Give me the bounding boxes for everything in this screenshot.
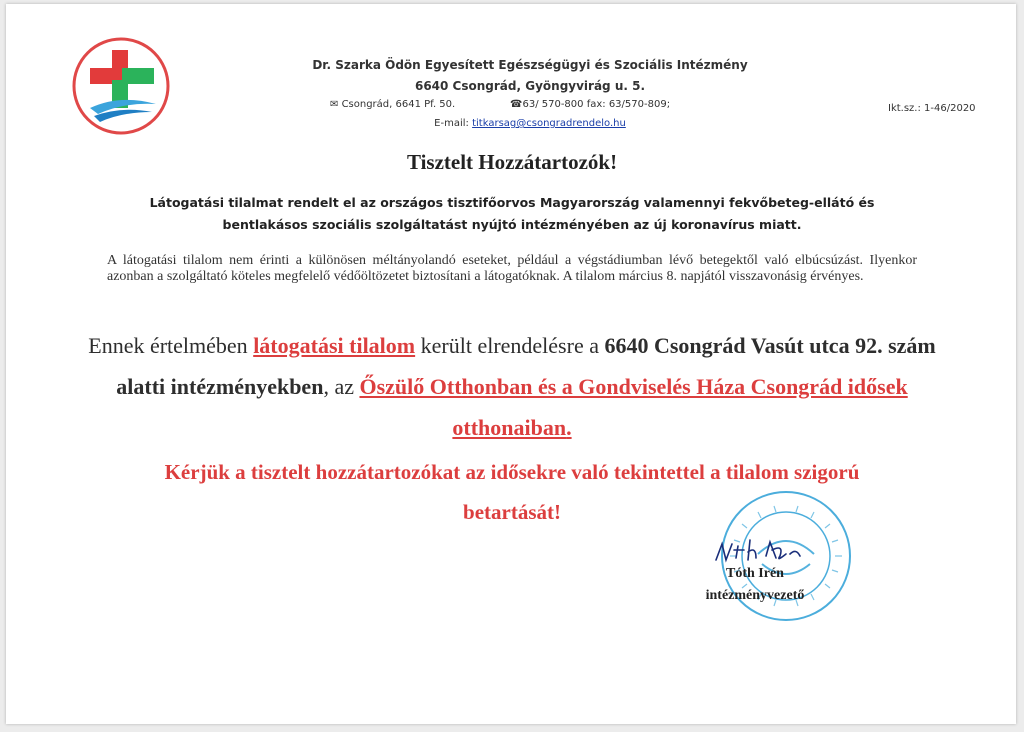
phone-fax: 63/ 570-800 fax: 63/570-809; [522, 99, 671, 110]
institution-logo [70, 36, 172, 136]
request-text: Kérjük a tisztelt hozzátartozókat az idősekre való tekintettel a tilalom szigorú betartását! [164, 460, 860, 524]
letter-paragraph: A látogatási tilalom nem érinti a különösen méltányolandó eseteket, például a végstádiumban lévő betegektől való elbúcsúzást. Ilyenkor azonban a szolgáltató köteles megfelelő védőöltözetet biztosítani a látogatóknak. A tilalom március 8. napjától visszavonásig érvényes. [107, 253, 917, 284]
notice-text-1: Ennek értelmében [88, 333, 254, 358]
notice-address: 6640 Csongrád Vasút utca 92. szám alatti intézményekben [116, 333, 936, 399]
letter-intro: Látogatási tilalmat rendelt el az országos tisztifőorvos Magyarország valamennyi fekvőbeteg-ellátó és bentlakásos szociális szolgáltatást nyújtó intézményében az új koronavírus miatt. [149, 195, 875, 232]
notice-text-3: , az [323, 374, 360, 399]
notice-highlight-homes: Őszülő Otthonban és a Gondviselés Háza Csongrád idősek otthonaiban [359, 374, 908, 440]
postal-line [330, 99, 455, 110]
notice-text-2: került elrendelésre a [415, 333, 605, 358]
phone-icon: ☎ [510, 99, 523, 110]
phone-line [510, 99, 670, 110]
letter-title: Tisztelt Hozzátartozók! [406, 150, 618, 174]
reference-number: Ikt.sz.: 1-46/2020 [888, 103, 976, 114]
notice-highlight-ban: látogatási tilalom [253, 333, 416, 358]
email-label: E-mail: [434, 118, 469, 129]
notice-text-4: . [566, 415, 572, 440]
visiting-ban-notice [80, 325, 944, 448]
email-line [300, 118, 760, 129]
institution-name: Dr. Szarka Ödön Egyesített Egészségügyi és Szociális Intézmény [312, 58, 748, 72]
email-link[interactable]: titkarsag@csongradrendelo.hu [472, 118, 626, 129]
postal-address: Csongrád, 6641 Pf. 50. [341, 99, 456, 110]
envelope-icon: ✉ [330, 99, 342, 110]
signer-role: intézményvezető [705, 588, 805, 603]
signature-block [680, 563, 830, 607]
institution-address: 6640 Csongrád, Gyöngyvirág u. 5. [414, 79, 646, 93]
signer-name: Tóth Irén [726, 566, 784, 581]
